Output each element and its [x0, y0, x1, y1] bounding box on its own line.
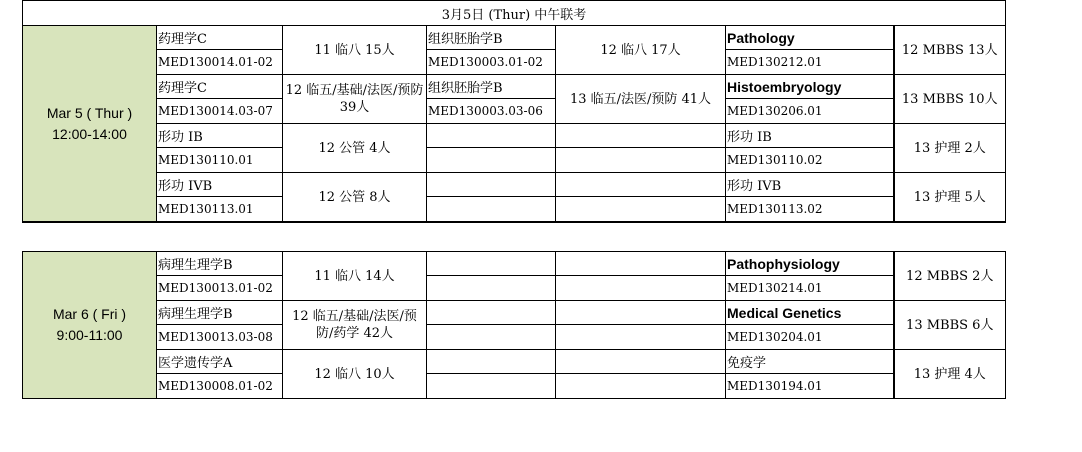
exam-table-mar6 — [22, 251, 1006, 399]
empty-cell — [427, 148, 556, 173]
course-name: 病理生理学B — [157, 301, 283, 325]
course-name: 形功 IB — [157, 124, 283, 148]
empty-cell — [427, 301, 556, 325]
course-code: MED130194.01 — [726, 374, 894, 399]
course-code: MED130214.01 — [726, 276, 894, 301]
empty-cell — [427, 124, 556, 148]
course-name: Histoembryology — [726, 75, 894, 99]
empty-cell — [427, 325, 556, 350]
class-info: 12 临八 17人 — [556, 26, 726, 75]
time-label: 9:00-11:00 — [56, 327, 123, 343]
course-name: 病理生理学B — [157, 252, 283, 276]
class-info: 13 护理 5人 — [894, 173, 1006, 223]
date-label: Mar 5 ( Thur ) — [46, 104, 133, 121]
course-code: MED130206.01 — [726, 99, 894, 124]
date-cell — [23, 252, 157, 399]
course-code: MED130212.01 — [726, 50, 894, 75]
time-label: 12:00-14:00 — [52, 125, 127, 142]
course-name: Pathophysiology — [726, 252, 894, 276]
class-info: 12 临八 10人 — [283, 350, 427, 399]
course-name: 形功 IB — [726, 124, 894, 148]
class-info: 13 临五/法医/预防 41人 — [556, 75, 726, 124]
empty-cell — [556, 325, 726, 350]
date-label: Mar 6 ( Fri ) — [52, 306, 127, 322]
class-info: 12 公管 8人 — [283, 173, 427, 223]
empty-cell — [556, 252, 726, 276]
course-code: MED130110.02 — [726, 148, 894, 173]
course-name: 形功 IVB — [726, 173, 894, 197]
class-info: 12 公管 4人 — [283, 124, 427, 173]
empty-cell — [427, 173, 556, 197]
class-info: 13 护理 2人 — [894, 124, 1006, 173]
course-code: MED130204.01 — [726, 325, 894, 350]
empty-cell — [427, 197, 556, 223]
exam-table-mar5 — [22, 0, 1006, 223]
course-code: MED130008.01-02 — [157, 374, 283, 399]
course-name: Medical Genetics — [726, 301, 894, 325]
empty-cell — [556, 374, 726, 399]
course-name: Pathology — [726, 26, 894, 50]
class-info: 13 MBBS 10人 — [894, 75, 1006, 124]
class-info: 12 MBBS 2人 — [894, 252, 1006, 301]
course-name: 医学遗传学A — [157, 350, 283, 374]
empty-cell — [556, 173, 726, 197]
course-code: MED130110.01 — [157, 148, 283, 173]
course-code: MED130113.02 — [726, 197, 894, 223]
class-info: 12 MBBS 13人 — [894, 26, 1006, 75]
empty-cell — [427, 276, 556, 301]
empty-cell — [556, 197, 726, 223]
empty-cell — [556, 350, 726, 374]
course-name: 形功 IVB — [157, 173, 283, 197]
course-name: 组织胚胎学B — [427, 26, 556, 50]
class-info: 13 护理 4人 — [894, 350, 1006, 399]
class-info: 13 MBBS 6人 — [894, 301, 1006, 350]
empty-cell — [427, 252, 556, 276]
course-code: MED130003.03-06 — [427, 99, 556, 124]
course-name: 免疫学 — [726, 350, 894, 374]
class-info: 12 临五/基础/法医/预防 39人 — [283, 75, 427, 124]
empty-cell — [427, 350, 556, 374]
course-code: MED130014.03-07 — [157, 99, 283, 124]
class-info: 11 临八 15人 — [283, 26, 427, 75]
course-code: MED130014.01-02 — [157, 50, 283, 75]
empty-cell — [556, 276, 726, 301]
empty-cell — [556, 124, 726, 148]
course-code: MED130013.01-02 — [157, 276, 283, 301]
table-title: 3月5日 (Thur) 中午联考 — [23, 1, 1006, 26]
course-code: MED130113.01 — [157, 197, 283, 223]
date-cell — [23, 26, 157, 223]
empty-cell — [556, 148, 726, 173]
course-name: 药理学C — [157, 75, 283, 99]
empty-cell — [427, 374, 556, 399]
class-info: 11 临八 14人 — [283, 252, 427, 301]
course-code: MED130003.01-02 — [427, 50, 556, 75]
empty-cell — [556, 301, 726, 325]
course-code: MED130013.03-08 — [157, 325, 283, 350]
course-name: 药理学C — [157, 26, 283, 50]
class-info: 12 临五/基础/法医/预防/药学 42人 — [283, 301, 427, 350]
course-name: 组织胚胎学B — [427, 75, 556, 99]
